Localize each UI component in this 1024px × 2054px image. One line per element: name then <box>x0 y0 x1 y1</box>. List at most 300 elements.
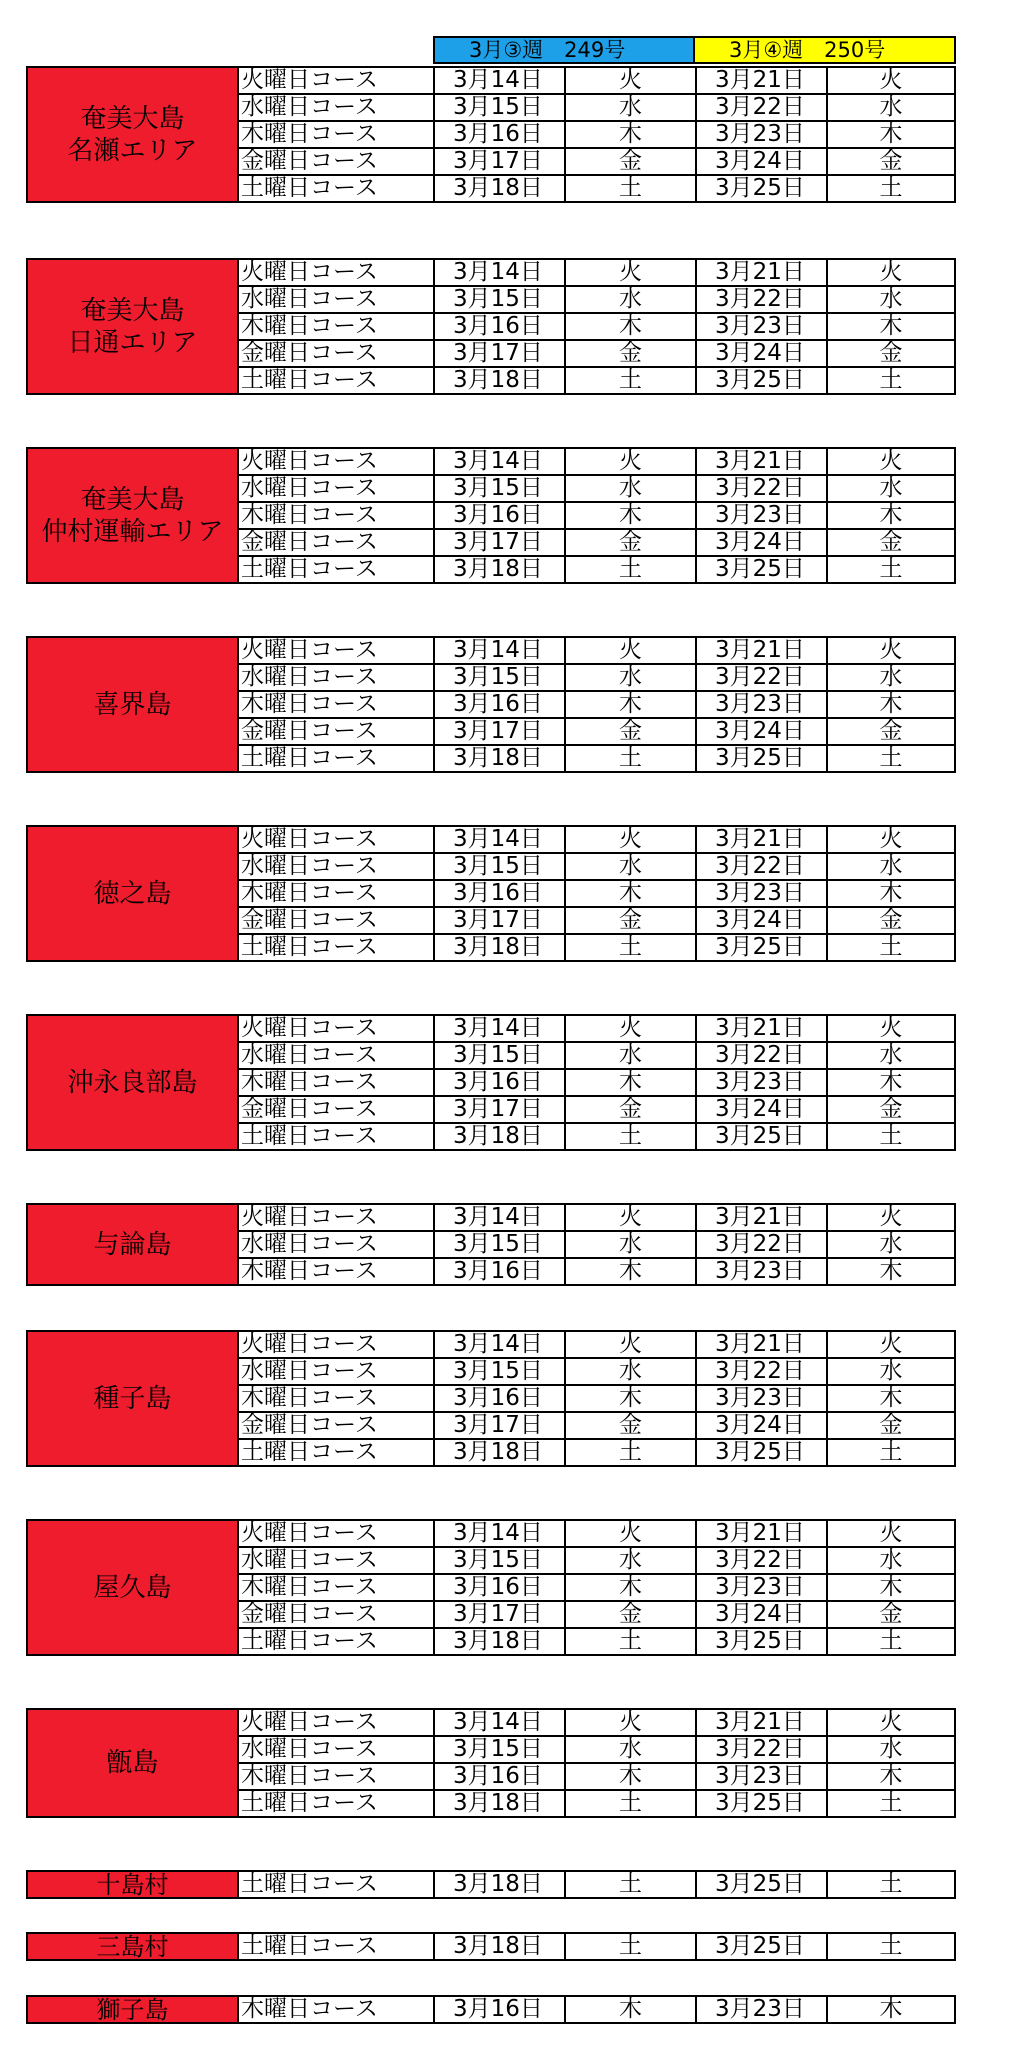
week4-day-cell: 火 <box>826 1708 956 1737</box>
week4-date-cell: 3月25日 <box>695 366 828 395</box>
schedule-row <box>237 339 956 368</box>
schedule-row <box>237 555 956 584</box>
week3-date-cell: 3月17日 <box>433 906 566 935</box>
week3-date-cell: 3月18日 <box>433 555 566 584</box>
course-cell: 火曜日コース <box>237 636 435 665</box>
week4-date-cell: 3月22日 <box>695 1546 828 1575</box>
schedule-row <box>237 1627 956 1656</box>
week3-day-cell: 火 <box>564 636 697 665</box>
course-cell: 木曜日コース <box>237 1257 435 1286</box>
week4-date-cell: 3月23日 <box>695 501 828 530</box>
week4-day-cell: 木 <box>826 1068 956 1097</box>
course-cell: 木曜日コース <box>237 1762 435 1791</box>
week3-day-cell: 金 <box>564 339 697 368</box>
week3-date-cell: 3月17日 <box>433 147 566 176</box>
course-cell: 金曜日コース <box>237 339 435 368</box>
week3-day-cell: 火 <box>564 1519 697 1548</box>
week4-day-cell: 水 <box>826 93 956 122</box>
course-cell: 土曜日コース <box>237 933 435 962</box>
week3-date-cell: 3月17日 <box>433 1600 566 1629</box>
week3-date-cell: 3月18日 <box>433 1122 566 1151</box>
week4-day-cell: 火 <box>826 636 956 665</box>
area-name-line: 名瀬エリア <box>67 135 198 166</box>
week4-day-cell: 金 <box>826 339 956 368</box>
area-name-line: 獅子島 <box>96 1995 169 2024</box>
week3-date-cell: 3月14日 <box>433 66 566 95</box>
week3-day-cell: 火 <box>564 258 697 287</box>
area-name-line: 種子島 <box>93 1383 172 1414</box>
week4-day-cell: 水 <box>826 852 956 881</box>
week3-date-cell: 3月15日 <box>433 285 566 314</box>
week3-date-cell: 3月17日 <box>433 528 566 557</box>
week3-day-cell: 木 <box>564 1995 697 2024</box>
week3-day-cell: 木 <box>564 1068 697 1097</box>
course-cell: 火曜日コース <box>237 66 435 95</box>
week3-day-cell: 火 <box>564 1330 697 1359</box>
week4-day-cell: 木 <box>826 1762 956 1791</box>
week3-date-cell: 3月15日 <box>433 93 566 122</box>
course-cell: 水曜日コース <box>237 1735 435 1764</box>
area-name-cell <box>26 1870 239 1899</box>
course-cell: 火曜日コース <box>237 258 435 287</box>
week4-day-cell: 火 <box>826 66 956 95</box>
area-name-line: 日通エリア <box>67 327 198 358</box>
week4-date-cell: 3月21日 <box>695 447 828 476</box>
week3-date-cell: 3月14日 <box>433 1203 566 1232</box>
week4-date-cell: 3月23日 <box>695 1384 828 1413</box>
schedule-row <box>237 474 956 503</box>
week4-day-cell: 火 <box>826 258 956 287</box>
week4-date-cell: 3月24日 <box>695 717 828 746</box>
week3-date-cell: 3月14日 <box>433 825 566 854</box>
week3-date-cell: 3月14日 <box>433 1330 566 1359</box>
week4-day-cell: 土 <box>826 1627 956 1656</box>
week3-day-cell: 土 <box>564 1789 697 1818</box>
week4-date-cell: 3月24日 <box>695 528 828 557</box>
week3-day-cell: 木 <box>564 1573 697 1602</box>
course-cell: 金曜日コース <box>237 147 435 176</box>
week3-day-cell: 木 <box>564 120 697 149</box>
schedule-row <box>237 906 956 935</box>
week4-date-cell: 3月23日 <box>695 879 828 908</box>
week3-date-cell: 3月15日 <box>433 1546 566 1575</box>
course-cell: 火曜日コース <box>237 1519 435 1548</box>
course-cell: 火曜日コース <box>237 1330 435 1359</box>
week4-day-cell: 火 <box>826 1014 956 1043</box>
course-cell: 火曜日コース <box>237 1708 435 1737</box>
week4-day-cell: 木 <box>826 120 956 149</box>
week3-day-cell: 火 <box>564 1203 697 1232</box>
schedule-row <box>237 1519 956 1548</box>
schedule-row <box>237 285 956 314</box>
week3-day-cell: 水 <box>564 1230 697 1259</box>
area-name-line: 奄美大島 <box>80 484 185 515</box>
week3-date-cell: 3月14日 <box>433 1519 566 1548</box>
week4-date-cell: 3月21日 <box>695 1519 828 1548</box>
schedule-row <box>237 528 956 557</box>
week3-date-cell: 3月14日 <box>433 447 566 476</box>
week4-date-cell: 3月25日 <box>695 1438 828 1467</box>
week4-day-cell: 水 <box>826 1357 956 1386</box>
week3-day-cell: 金 <box>564 1411 697 1440</box>
schedule-row <box>237 1932 956 1961</box>
week3-day-cell: 土 <box>564 174 697 203</box>
course-cell: 火曜日コース <box>237 825 435 854</box>
schedule-row <box>237 93 956 122</box>
week4-day-cell: 木 <box>826 312 956 341</box>
week4-day-cell: 水 <box>826 1546 956 1575</box>
week3-date-cell: 3月14日 <box>433 1014 566 1043</box>
course-cell: 火曜日コース <box>237 447 435 476</box>
area-name-line: 奄美大島 <box>80 103 185 134</box>
week3-date-cell: 3月15日 <box>433 474 566 503</box>
schedule-row <box>237 1230 956 1259</box>
week4-date-cell: 3月21日 <box>695 66 828 95</box>
week3-date-cell: 3月16日 <box>433 690 566 719</box>
course-cell: 金曜日コース <box>237 717 435 746</box>
area-name-line: 喜界島 <box>93 689 172 720</box>
week4-day-cell: 水 <box>826 474 956 503</box>
week3-date-cell: 3月18日 <box>433 1438 566 1467</box>
course-cell: 木曜日コース <box>237 1573 435 1602</box>
schedule-row <box>237 174 956 203</box>
week3-date-cell: 3月17日 <box>433 717 566 746</box>
course-cell: 水曜日コース <box>237 1357 435 1386</box>
week3-date-cell: 3月17日 <box>433 1411 566 1440</box>
week4-date-cell: 3月25日 <box>695 555 828 584</box>
area-name-cell <box>26 1203 239 1286</box>
area-name-cell <box>26 1519 239 1656</box>
course-cell: 木曜日コース <box>237 1068 435 1097</box>
week4-day-cell: 火 <box>826 447 956 476</box>
week4-date-cell: 3月24日 <box>695 147 828 176</box>
schedule-row <box>237 852 956 881</box>
schedule-row <box>237 120 956 149</box>
week3-date-cell: 3月16日 <box>433 1762 566 1791</box>
week4-day-cell: 土 <box>826 1789 956 1818</box>
schedule-row <box>237 1068 956 1097</box>
week3-day-cell: 金 <box>564 1600 697 1629</box>
week3-date-cell: 3月14日 <box>433 1708 566 1737</box>
schedule-row <box>237 1357 956 1386</box>
week4-day-cell: 水 <box>826 1735 956 1764</box>
course-cell: 水曜日コース <box>237 1546 435 1575</box>
area-name-cell <box>26 1708 239 1818</box>
week3-date-cell: 3月17日 <box>433 1095 566 1124</box>
week4-date-cell: 3月25日 <box>695 1122 828 1151</box>
area-name-line: 沖永良部島 <box>67 1067 198 1098</box>
week3-date-cell: 3月16日 <box>433 1995 566 2024</box>
week4-day-cell: 金 <box>826 717 956 746</box>
week4-date-cell: 3月22日 <box>695 663 828 692</box>
week4-day-cell: 土 <box>826 1870 956 1899</box>
area-name-line: 与論島 <box>93 1229 172 1260</box>
week4-day-cell: 金 <box>826 906 956 935</box>
header-week3: 3月③週 249号 <box>433 36 695 64</box>
week3-day-cell: 土 <box>564 1122 697 1151</box>
week4-day-cell: 火 <box>826 1519 956 1548</box>
course-cell: 木曜日コース <box>237 312 435 341</box>
week4-date-cell: 3月21日 <box>695 1203 828 1232</box>
week4-date-cell: 3月22日 <box>695 285 828 314</box>
area-name-line: 奄美大島 <box>80 295 185 326</box>
week4-day-cell: 水 <box>826 1230 956 1259</box>
week4-day-cell: 土 <box>826 1932 956 1961</box>
week4-date-cell: 3月23日 <box>695 1573 828 1602</box>
week3-day-cell: 金 <box>564 147 697 176</box>
course-cell: 金曜日コース <box>237 906 435 935</box>
week4-day-cell: 水 <box>826 663 956 692</box>
schedule-row <box>237 879 956 908</box>
week3-day-cell: 木 <box>564 879 697 908</box>
schedule-row <box>237 825 956 854</box>
week4-date-cell: 3月22日 <box>695 1357 828 1386</box>
week3-day-cell: 木 <box>564 1384 697 1413</box>
week4-date-cell: 3月22日 <box>695 1230 828 1259</box>
schedule-row <box>237 1762 956 1791</box>
schedule-row <box>237 1203 956 1232</box>
week3-day-cell: 水 <box>564 285 697 314</box>
week3-date-cell: 3月16日 <box>433 1384 566 1413</box>
course-cell: 土曜日コース <box>237 174 435 203</box>
course-cell: 金曜日コース <box>237 528 435 557</box>
week3-date-cell: 3月18日 <box>433 1627 566 1656</box>
week3-day-cell: 水 <box>564 852 697 881</box>
schedule-row <box>237 1257 956 1286</box>
schedule-row <box>237 312 956 341</box>
schedule-row <box>237 663 956 692</box>
week3-date-cell: 3月15日 <box>433 663 566 692</box>
course-cell: 土曜日コース <box>237 1932 435 1961</box>
week4-date-cell: 3月23日 <box>695 1257 828 1286</box>
area-name-cell <box>26 66 239 203</box>
week4-day-cell: 水 <box>826 1041 956 1070</box>
week3-day-cell: 木 <box>564 1762 697 1791</box>
course-cell: 木曜日コース <box>237 501 435 530</box>
week3-day-cell: 火 <box>564 447 697 476</box>
week3-date-cell: 3月18日 <box>433 174 566 203</box>
week4-day-cell: 土 <box>826 555 956 584</box>
week3-day-cell: 水 <box>564 1546 697 1575</box>
area-name-cell <box>26 636 239 773</box>
week3-day-cell: 土 <box>564 1932 697 1961</box>
week3-day-cell: 土 <box>564 366 697 395</box>
schedule-row <box>237 1546 956 1575</box>
schedule-row <box>237 1014 956 1043</box>
week3-date-cell: 3月16日 <box>433 1257 566 1286</box>
course-cell: 土曜日コース <box>237 1789 435 1818</box>
schedule-row <box>237 1438 956 1467</box>
course-cell: 土曜日コース <box>237 1627 435 1656</box>
schedule-row <box>237 147 956 176</box>
week4-day-cell: 木 <box>826 690 956 719</box>
course-cell: 水曜日コース <box>237 474 435 503</box>
week4-date-cell: 3月25日 <box>695 1789 828 1818</box>
week4-date-cell: 3月25日 <box>695 1870 828 1899</box>
area-name-line: 徳之島 <box>93 878 172 909</box>
course-cell: 木曜日コース <box>237 879 435 908</box>
week3-day-cell: 火 <box>564 1708 697 1737</box>
week3-day-cell: 火 <box>564 66 697 95</box>
week4-day-cell: 土 <box>826 1438 956 1467</box>
course-cell: 木曜日コース <box>237 690 435 719</box>
week4-date-cell: 3月24日 <box>695 906 828 935</box>
course-cell: 金曜日コース <box>237 1095 435 1124</box>
week3-date-cell: 3月18日 <box>433 1932 566 1961</box>
week4-day-cell: 金 <box>826 1411 956 1440</box>
week4-date-cell: 3月25日 <box>695 1932 828 1961</box>
week3-date-cell: 3月16日 <box>433 1068 566 1097</box>
week4-date-cell: 3月25日 <box>695 174 828 203</box>
week3-date-cell: 3月15日 <box>433 1357 566 1386</box>
schedule-row <box>237 258 956 287</box>
week3-date-cell: 3月15日 <box>433 1735 566 1764</box>
week4-date-cell: 3月25日 <box>695 933 828 962</box>
week4-date-cell: 3月21日 <box>695 636 828 665</box>
week3-date-cell: 3月14日 <box>433 258 566 287</box>
area-name-cell <box>26 447 239 584</box>
schedule-row <box>237 636 956 665</box>
week3-date-cell: 3月16日 <box>433 501 566 530</box>
week4-day-cell: 木 <box>826 879 956 908</box>
course-cell: 水曜日コース <box>237 285 435 314</box>
week3-day-cell: 土 <box>564 1627 697 1656</box>
week4-date-cell: 3月23日 <box>695 1762 828 1791</box>
week3-day-cell: 土 <box>564 933 697 962</box>
week4-day-cell: 金 <box>826 1095 956 1124</box>
week3-day-cell: 土 <box>564 555 697 584</box>
schedule-row <box>237 1995 956 2024</box>
week3-day-cell: 木 <box>564 1257 697 1286</box>
week4-day-cell: 金 <box>826 1600 956 1629</box>
week3-day-cell: 火 <box>564 1014 697 1043</box>
week3-date-cell: 3月18日 <box>433 933 566 962</box>
area-name-cell <box>26 1330 239 1467</box>
week4-day-cell: 土 <box>826 1122 956 1151</box>
course-cell: 木曜日コース <box>237 120 435 149</box>
area-name-cell <box>26 1995 239 2024</box>
course-cell: 土曜日コース <box>237 1122 435 1151</box>
week4-date-cell: 3月21日 <box>695 1330 828 1359</box>
week3-date-cell: 3月18日 <box>433 744 566 773</box>
week4-date-cell: 3月22日 <box>695 1041 828 1070</box>
course-cell: 火曜日コース <box>237 1014 435 1043</box>
week4-date-cell: 3月23日 <box>695 120 828 149</box>
week3-day-cell: 金 <box>564 1095 697 1124</box>
course-cell: 土曜日コース <box>237 744 435 773</box>
week3-date-cell: 3月18日 <box>433 1870 566 1899</box>
week3-date-cell: 3月18日 <box>433 366 566 395</box>
area-name-line: 十島村 <box>96 1870 169 1899</box>
schedule-row <box>237 1708 956 1737</box>
week3-day-cell: 木 <box>564 312 697 341</box>
area-name-cell <box>26 825 239 962</box>
area-name-cell <box>26 1932 239 1961</box>
week4-day-cell: 金 <box>826 528 956 557</box>
course-cell: 水曜日コース <box>237 1230 435 1259</box>
week3-day-cell: 木 <box>564 501 697 530</box>
week3-date-cell: 3月16日 <box>433 312 566 341</box>
week3-day-cell: 金 <box>564 906 697 935</box>
week3-day-cell: 水 <box>564 93 697 122</box>
schedule-row <box>237 447 956 476</box>
course-cell: 土曜日コース <box>237 1870 435 1899</box>
area-name-line: 屋久島 <box>93 1572 172 1603</box>
week4-date-cell: 3月22日 <box>695 93 828 122</box>
week4-date-cell: 3月22日 <box>695 1735 828 1764</box>
week4-date-cell: 3月22日 <box>695 852 828 881</box>
schedule-row <box>237 501 956 530</box>
week4-day-cell: 土 <box>826 744 956 773</box>
week3-day-cell: 水 <box>564 663 697 692</box>
week3-day-cell: 水 <box>564 1357 697 1386</box>
area-name-line: 三島村 <box>96 1932 169 1961</box>
week4-date-cell: 3月25日 <box>695 744 828 773</box>
week3-day-cell: 木 <box>564 690 697 719</box>
week4-date-cell: 3月23日 <box>695 1068 828 1097</box>
week3-day-cell: 水 <box>564 1041 697 1070</box>
week4-date-cell: 3月21日 <box>695 1708 828 1737</box>
course-cell: 土曜日コース <box>237 555 435 584</box>
week4-day-cell: 火 <box>826 1330 956 1359</box>
area-name-line: 甑島 <box>106 1748 159 1778</box>
course-cell: 水曜日コース <box>237 663 435 692</box>
week4-day-cell: 土 <box>826 366 956 395</box>
week3-date-cell: 3月18日 <box>433 1789 566 1818</box>
schedule-row <box>237 933 956 962</box>
week3-date-cell: 3月15日 <box>433 1230 566 1259</box>
week4-date-cell: 3月21日 <box>695 1014 828 1043</box>
week4-day-cell: 木 <box>826 501 956 530</box>
week3-day-cell: 水 <box>564 474 697 503</box>
course-cell: 水曜日コース <box>237 1041 435 1070</box>
schedule-row <box>237 690 956 719</box>
week4-date-cell: 3月24日 <box>695 1411 828 1440</box>
course-cell: 火曜日コース <box>237 1203 435 1232</box>
week4-date-cell: 3月23日 <box>695 312 828 341</box>
schedule-row <box>237 717 956 746</box>
week3-day-cell: 水 <box>564 1735 697 1764</box>
week4-date-cell: 3月21日 <box>695 825 828 854</box>
week4-day-cell: 金 <box>826 147 956 176</box>
course-cell: 金曜日コース <box>237 1411 435 1440</box>
week4-day-cell: 木 <box>826 1384 956 1413</box>
week4-date-cell: 3月24日 <box>695 339 828 368</box>
course-cell: 水曜日コース <box>237 93 435 122</box>
week3-day-cell: 土 <box>564 1870 697 1899</box>
schedule-row <box>237 1041 956 1070</box>
week4-date-cell: 3月22日 <box>695 474 828 503</box>
schedule-row <box>237 1735 956 1764</box>
schedule-row <box>237 1870 956 1899</box>
schedule-row <box>237 1095 956 1124</box>
course-cell: 土曜日コース <box>237 1438 435 1467</box>
week3-date-cell: 3月16日 <box>433 120 566 149</box>
week4-date-cell: 3月23日 <box>695 690 828 719</box>
schedule-row <box>237 1411 956 1440</box>
schedule-row <box>237 744 956 773</box>
course-cell: 水曜日コース <box>237 852 435 881</box>
week3-day-cell: 火 <box>564 825 697 854</box>
area-name-cell <box>26 1014 239 1151</box>
schedule-row <box>237 1600 956 1629</box>
schedule-row <box>237 1384 956 1413</box>
week4-day-cell: 木 <box>826 1995 956 2024</box>
week4-date-cell: 3月23日 <box>695 1995 828 2024</box>
schedule-row <box>237 66 956 95</box>
week3-day-cell: 土 <box>564 744 697 773</box>
week4-day-cell: 土 <box>826 933 956 962</box>
